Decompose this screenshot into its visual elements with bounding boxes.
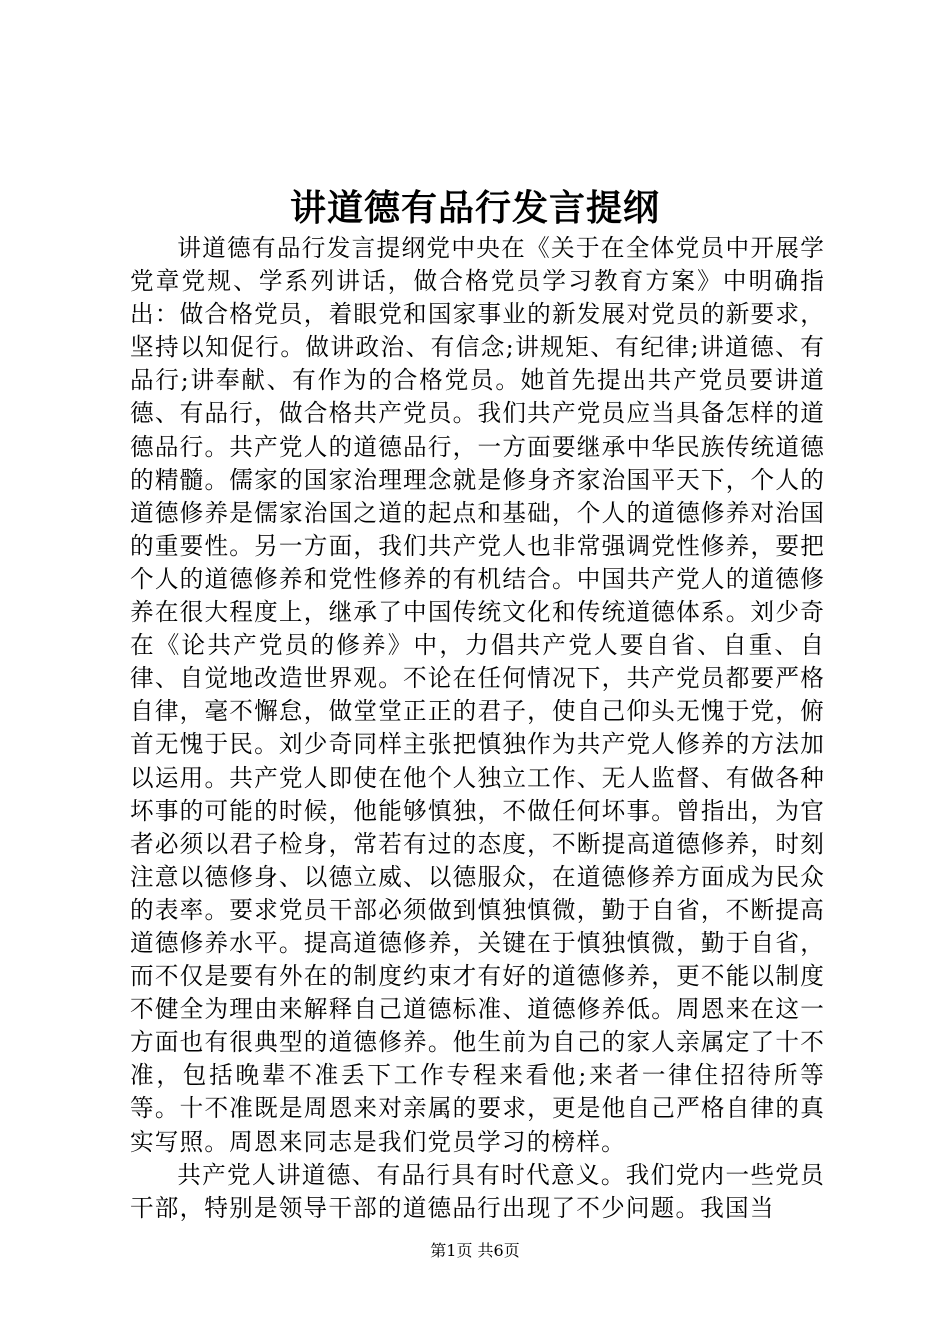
document-body <box>130 232 825 1225</box>
paragraph: 共产党人讲道德、有品行具有时代意义。我们党内一些党员干部，特别是领导干部的道德品行出现了不少问题。我国当 <box>130 1160 825 1222</box>
paragraph: 讲道德有品行发言提纲党中央在《关于在全体党员中开展学党章党规、学系列讲话，做合格党员学习教育方案》中明确指出：做合格党员，着眼党和国家事业的新发展对党员的新要求，坚持以知促行。做讲政治、有信念;讲规矩、有纪律;讲道德、有品行;讲奉献、有作为的合格党员。她首先提出共产党员要讲道德、有品行，做合格共产党员。我们共产党员应当具备怎样的道德品行。共产党人的道德品行，一方面要继承中华民族传统道德的精髓。儒家的国家治理理念就是修身齐家治国平天下，个人的道德修养是儒家治国之道的起点和基础，个人的道德修养对治国的重要性。另一方面，我们共产党人也非常强调党性修养，要把个人的道德修养和党性修养的有机结合。中国共产党人的道德修养在很大程度上，继承了中国传统文化和传统道德体系。刘少奇在《论共产党员的修养》中，力倡共产党人要自省、自重、自律、自觉地改造世界观。不论在任何情况下，共产党员都要严格自律，毫不懈怠，做堂堂正正的君子，使自己仰头无愧于党，俯首无愧于民。刘少奇同样主张把慎独作为共产党人修养的方法加以运用。共产党人即使在他个人独立工作、无人监督、有做各种坏事的可能的时候，他能够慎独，不做任何坏事。曾指出，为官者必须以君子检身，常若有过的态度，不断提高道德修养，时刻注意以德修身、以德立威、以德服众，在道德修养方面成为民众的表率。要求党员干部必须做到慎独慎微，勤于自省，不断提高道德修养水平。提高道德修养，关键在于慎独慎微，勤于自省，而不仅是要有外在的制度约束才有好的道德修养，更不能以制度不健全为理由来解释自己道德标准、道德修养低。周恩来在这一方面也有很典型的道德修养。他生前为自己的家人亲属定了十不准，包括晚辈不准丢下工作专程来看他;来者一律住招待所等等。十不准既是周恩来对亲属的要求，更是他自己严格自律的真实写照。周恩来同志是我们党员学习的榜样。 <box>130 234 825 1156</box>
document-title: 讲道德有品行发言提纲 <box>289 187 660 229</box>
page-footer: 第1页 共6页 <box>430 1241 520 1260</box>
